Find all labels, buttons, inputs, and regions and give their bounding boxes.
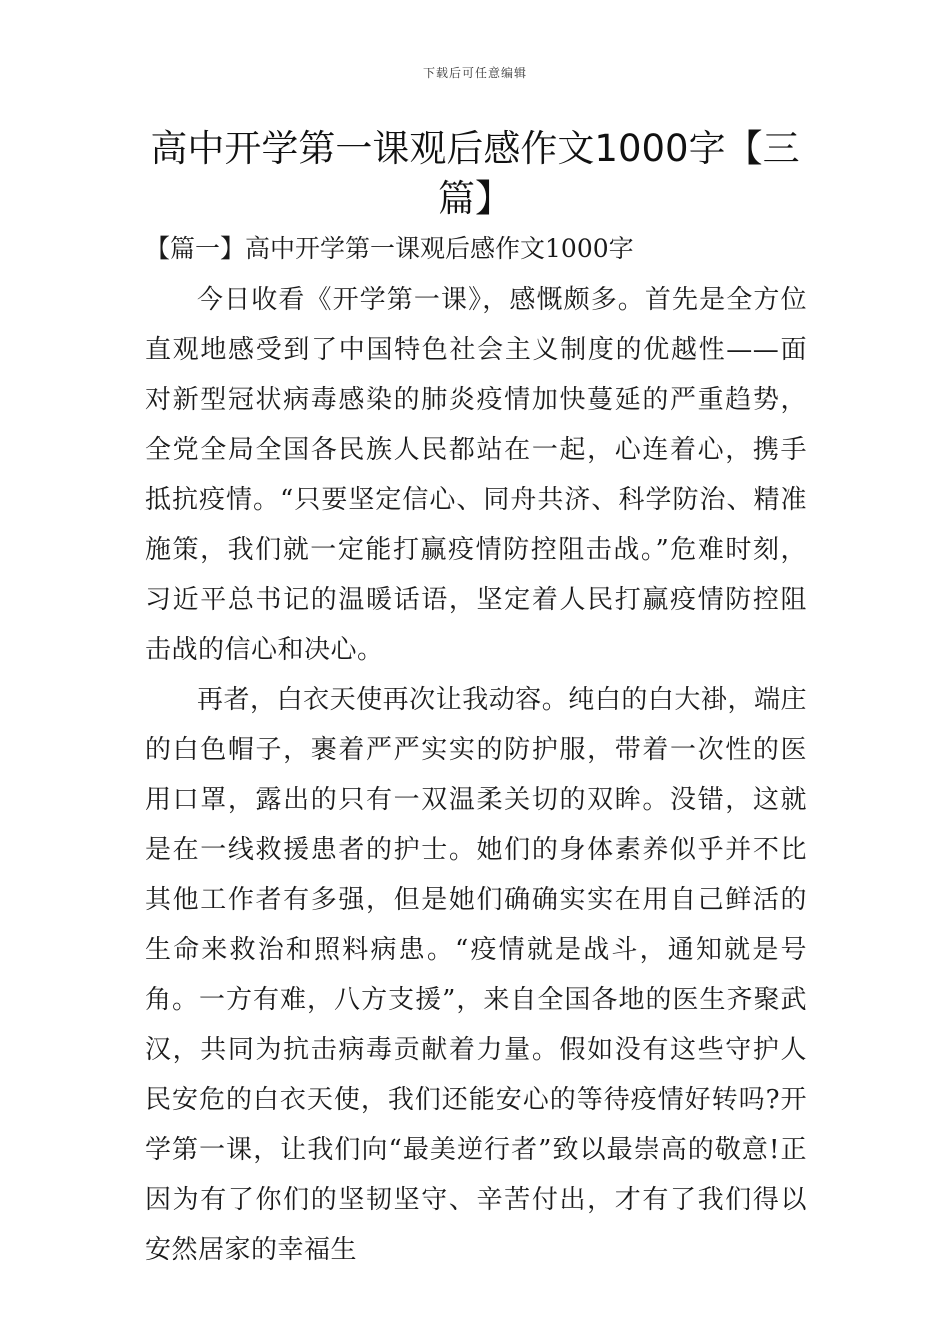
document-title: 高中开学第一课观后感作文1000字【三篇】	[150, 127, 800, 220]
paragraph-1: 今日收看《开学第一课》，感慨颇多。首先是全方位直观地感受到了中国特色社会主义制度的优越性——面对新型冠状病毒感染的肺炎疫情加快蔓延的严重趋势，全党全局全国各民族人民都站在一起，心连着心，携手抵抗疫情。“只要坚定信心、同舟共济、科学防治、精准施策，我们就一定能打赢疫情防控阻击战。”危难时刻，习近平总书记的温暖话语，坚定着人民打赢疫情防控阻击战的信心和决心。	[145, 285, 807, 665]
section-heading: 【篇一】高中开学第一课观后感作文1000字	[145, 234, 634, 263]
body-text	[145, 275, 807, 1275]
paragraph-2: 再者，白衣天使再次让我动容。纯白的白大褂，端庄的白色帽子，裹着严严实实的防护服，带着一次性的医用口罩，露出的只有一双温柔关切的双眸。没错，这就是在一线救援患者的护士。她们的身体素养似乎并不比其他工作者有多强，但是她们确确实实在用自己鲜活的生命来救治和照料病患。“疫情就是战斗，通知就是号角。一方有难，八方支援”，来自全国各地的医生齐聚武汉，共同为抗击病毒贡献着力量。假如没有这些守护人民安危的白衣天使，我们还能安心的等待疫情好转吗?开学第一课，让我们向“最美逆行者”致以最崇高的敬意!正因为有了你们的坚韧坚守、辛苦付出，才有了我们得以安然居家的幸福生	[145, 685, 807, 1265]
header-note: 下载后可任意编辑	[422, 66, 527, 80]
